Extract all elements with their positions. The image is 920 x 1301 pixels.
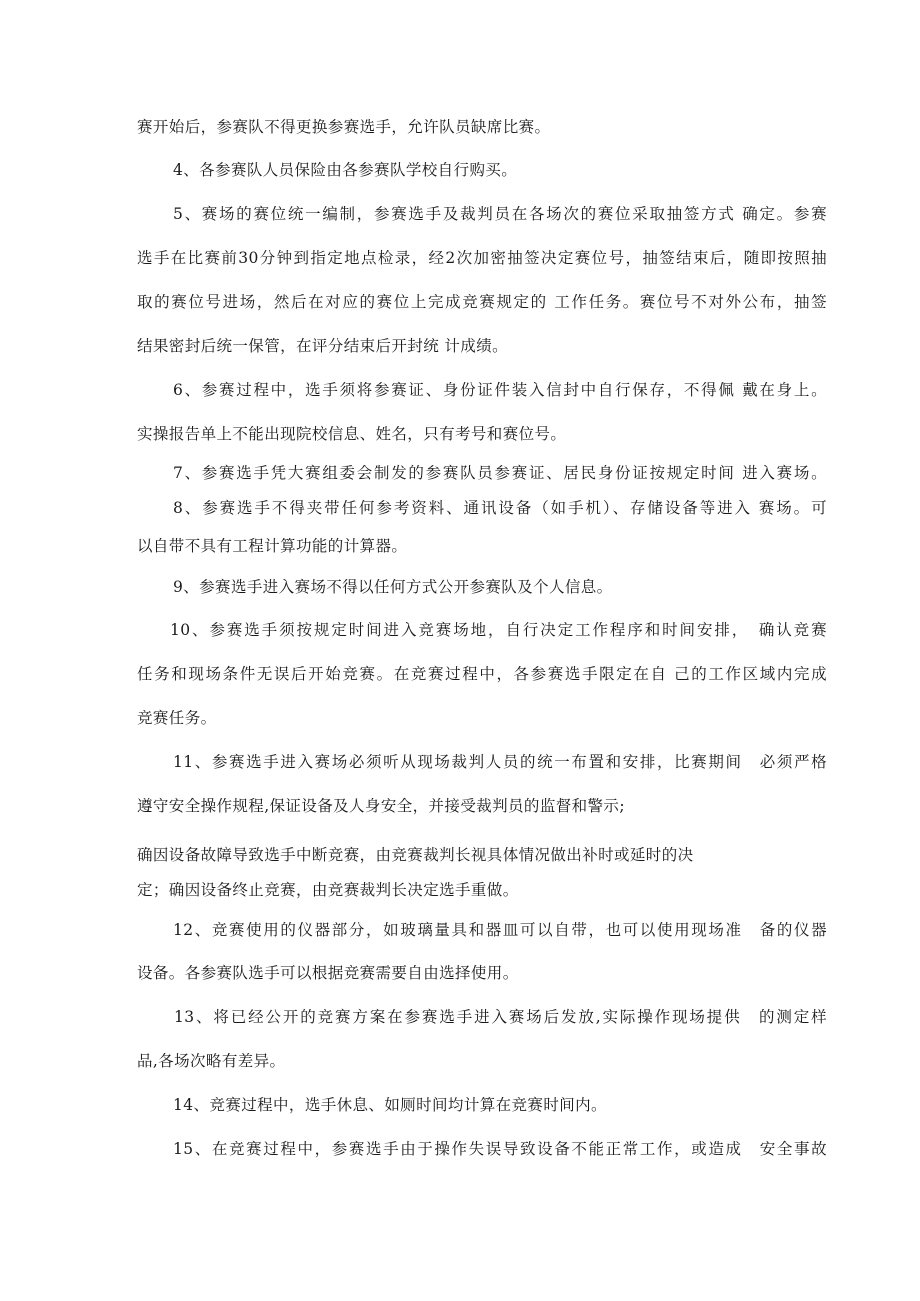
text-line: 8、参赛选手不得夹带任何参考资料、通讯设备（如手机）、存储设备等进入 赛场。可 (173, 499, 827, 517)
text-line: 赛开始后，参赛队不得更换参赛选手，允许队员缺席比赛。 (137, 118, 551, 136)
text-line: 9、参赛选手进入赛场不得以任何方式公开参赛队及个人信息。 (173, 578, 613, 596)
text-line: 确因设备故障导致选手中断竞赛，由竞赛裁判长视具体情况做出补时或延时的决 (137, 846, 694, 864)
text-line: 12、竞赛使用的仪器部分，如玻璃量具和器皿可以自带，也可以使用现场准 备的仪器 (173, 921, 827, 939)
text-line: 任务和现场条件无误后开始竞赛。在竞赛过程中，各参赛选手限定在自 己的工作区域内完成 (137, 665, 827, 683)
text-line: 11、参赛选手进入赛场必须听从现场裁判人员的统一布置和安排，比赛期间 必须严格 (173, 753, 827, 771)
text-line: 4、各参赛队人员保险由各参赛队学校自行购买。 (173, 161, 518, 179)
text-line: 7、参赛选手凭大赛组委会制发的参赛队员参赛证、居民身份证按规定时间 进入赛场。 (173, 464, 827, 482)
text-line: 品,各场次略有差异。 (137, 1052, 286, 1070)
text-line: 定；确因设备终止竞赛，由竞赛裁判长决定选手重做。 (137, 881, 519, 899)
text-line: 竞赛任务。 (137, 709, 217, 727)
text-line: 10、参赛选手须按规定时间进入竞赛场地，自行决定工作程序和时间安排， 确认竞赛 (170, 621, 827, 639)
text-line: 设备。各参赛队选手可以根据竞赛需要自由选择使用。 (137, 964, 519, 982)
text-line: 取的赛位号进场，然后在对应的赛位上完成竞赛规定的 工作任务。赛位号不对外公布，抽签 (137, 293, 827, 311)
text-line: 选手在比赛前30分钟到指定地点检录，经2次加密抽签决定赛位号，抽签结束后，随即按照抽 (137, 249, 827, 267)
text-line: 实操报告单上不能出现院校信息、姓名，只有考号和赛位号。 (137, 425, 567, 443)
text-line: 5、赛场的赛位统一编制，参赛选手及裁判员在各场次的赛位采取抽签方式 确定。参赛 (173, 205, 827, 223)
text-line: 6、参赛过程中，选手须将参赛证、身份证件装入信封中自行保存，不得佩 戴在身上。 (173, 381, 827, 399)
text-line: 结果密封后统一保管，在评分结束后开封统 计成绩。 (137, 337, 509, 355)
text-line: 以自带不具有工程计算功能的计算器。 (137, 537, 408, 555)
text-line: 遵守安全操作规程,保证设备及人身安全，并接受裁判员的监督和警示; (137, 797, 625, 815)
text-line: 14、竞赛过程中，选手休息、如厕时间均计算在竞赛时间内。 (173, 1096, 607, 1114)
text-line: 15、在竞赛过程中，参赛选手由于操作失误导致设备不能正常工作，或造成 安全事故 (173, 1140, 827, 1158)
text-line: 13、将已经公开的竞赛方案在参赛选手进入赛场后发放,实际操作现场提供 的测定样 (174, 1008, 827, 1026)
